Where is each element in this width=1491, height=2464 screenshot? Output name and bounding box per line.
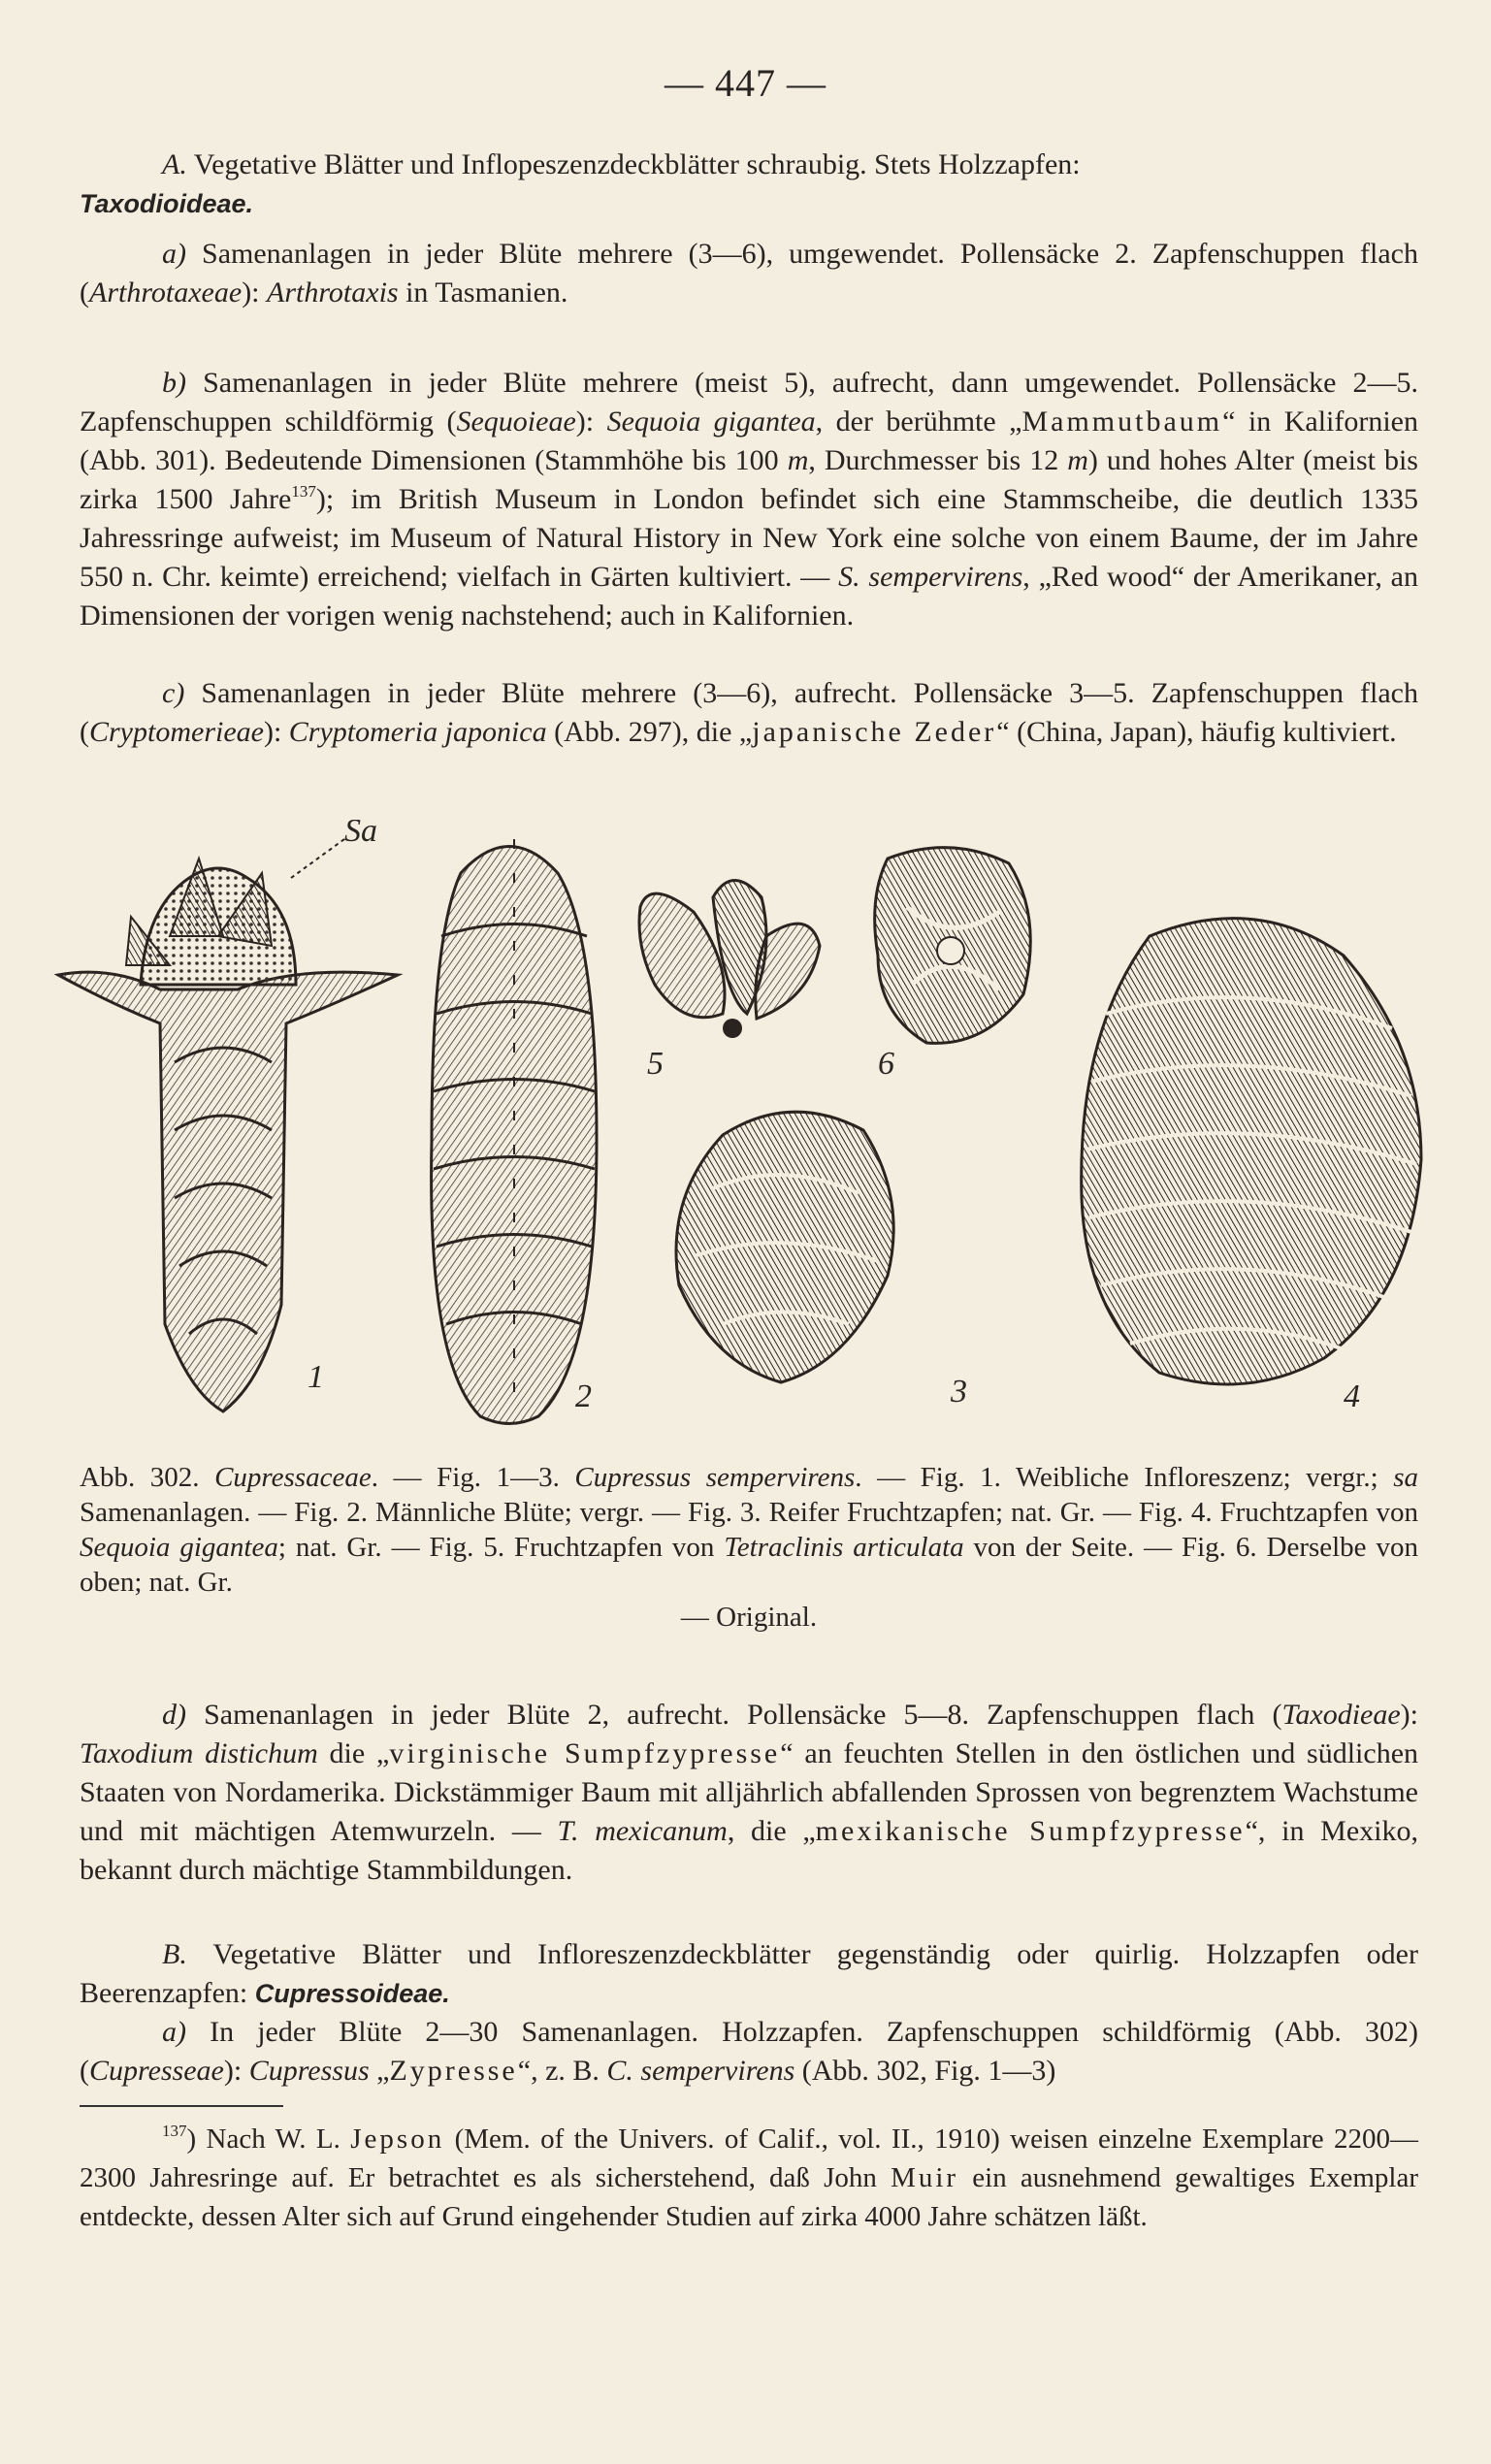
taxon: T. mexicanum <box>557 1815 728 1847</box>
spaced-term: mexikanische Sumpfzypresse <box>815 1815 1246 1847</box>
text: ): <box>575 405 607 438</box>
taxon: Taxodieae <box>1281 1699 1401 1731</box>
footnote-ref[interactable]: 137 <box>291 482 316 501</box>
label-fig-1: 1 <box>308 1359 324 1395</box>
taxon: C. sempervirens <box>606 2055 795 2087</box>
text: ) und hohes Alter (meist bis zirka 1500 Jahre <box>80 444 1418 515</box>
fig-3-ripe-cone <box>676 1112 893 1382</box>
taxon: S. sempervirens <box>838 561 1023 593</box>
text: “ an feuchten Stellen in den östlichen und südlichen Staaten von Nordamerika. Dickstämmiger Baum mit alljährlich abfallenden Sprossen von begrenztem Wachstume und mit mächtigen Atemwurzeln. — <box>80 1737 1419 1847</box>
text: In jeder Blüte 2—30 Samenanlagen. Holzzapfen. Zapfenschuppen schildförmig (Abb. 302) ( <box>80 2016 1418 2087</box>
paragraph-a-d <box>80 1696 1418 1890</box>
text: ): <box>242 276 268 308</box>
text: “ in Kalifornien (Abb. 301). Bedeutende Dimensionen (Stammhöhe bis 100 <box>80 405 1418 476</box>
text: , „Red wood“ der Amerikaner, an Dimensionen der vorigen wenig nachstehend; auch in Kalifornien. <box>80 561 1418 632</box>
author-name: Jepson <box>350 2124 445 2155</box>
page-number: — 447 — <box>664 61 827 105</box>
para-label: b) <box>162 367 186 399</box>
taxon: Sequoia gigantea <box>80 1532 278 1563</box>
cupressaceae-illustration <box>53 820 1431 1431</box>
taxon: Arthrotaxeae <box>89 276 243 308</box>
fig-5-tetraclinis-side <box>639 881 820 1039</box>
section-text: Vegetative Blätter und Infloreszenzdeckblätter gegenständig oder quirlig. Holzzapfen oder Beerenzapfen: <box>80 1938 1418 2009</box>
fig-1-female-inflorescence <box>58 839 398 1411</box>
text: (Abb. 297), die „ <box>546 716 753 748</box>
text: Samenanlagen in jeder Blüte 2, aufrecht. Pollensäcke 5—8. Zapfenschuppen flach ( <box>186 1699 1282 1731</box>
text: Abb. 302. <box>80 1462 215 1493</box>
text: ): <box>263 716 289 748</box>
label-fig-4: 4 <box>1344 1378 1360 1414</box>
text: ; nat. Gr. — Fig. 5. Fruchtzapfen von <box>277 1532 725 1563</box>
para-label: c) <box>162 677 185 709</box>
paragraph-a-b <box>80 364 1418 635</box>
text: die „ <box>317 1737 390 1769</box>
taxon: Taxodium distichum <box>80 1737 318 1769</box>
fig-2-male-flower <box>432 839 597 1424</box>
text: in Tasmanien. <box>398 276 568 308</box>
group-name: Taxodioideae. <box>80 189 254 218</box>
abbreviation: sa <box>1393 1462 1418 1493</box>
label-fig-6: 6 <box>878 1046 894 1082</box>
caption-end: — Original. <box>680 1602 818 1633</box>
taxon: Sequoia gigantea <box>606 405 816 438</box>
text: ein ausnehmend gewaltiges Exemplar entdeckte, dessen Alter sich auf Grund eingehender Studien auf zirka 4000 Jahre schätzen läßt. <box>80 2162 1418 2232</box>
para-label: a) <box>162 238 186 270</box>
text: Samenanlagen in jeder Blüte mehrere (meist 5), aufrecht, dann umgewendet. Pollensäcke 2—5. Zapfenschuppen schildförmig ( <box>80 367 1418 438</box>
fig-4-sequoia-cone <box>1082 919 1421 1384</box>
text: “, z. B. <box>517 2055 607 2087</box>
section-text: Vegetative Blätter und Inflореszenzdeckblätter schraubig. Stets Holzzapfen: <box>186 148 1081 180</box>
text: , der berühmte „ <box>815 405 1022 438</box>
taxon: Cupressaceae <box>214 1462 372 1493</box>
text: von der Seite. — Fig. 6. Derselbe von oben; nat. Gr. <box>80 1532 1418 1598</box>
unit: m <box>787 444 809 476</box>
group-name: Cupressoideae. <box>254 1979 450 2008</box>
taxon: Cupressus <box>248 2055 370 2087</box>
para-label: a) <box>162 2016 186 2048</box>
section-label: B. <box>162 1938 187 1970</box>
taxon: Cryptomeria japonica <box>288 716 547 748</box>
figure-abb-302 <box>53 820 1431 1431</box>
footnote-number: 137 <box>162 2122 187 2140</box>
text: (Mem. of the Univers. of Calif., vol. II., 1910) weisen einzelne Exemplare 2200—2300 Jahresringe auf. Er betrachtet es als sicherstehend, daß John <box>80 2124 1418 2193</box>
text: Samenanlagen in jeder Blüte mehrere (3—6), aufrecht. Pollensäcke 3—5. Zapfenschuppen flach ( <box>80 677 1418 748</box>
footnote-divider <box>80 2105 283 2107</box>
taxon: Arthrotaxis <box>267 276 399 308</box>
section-a-heading <box>80 146 1418 223</box>
taxon: Cupressus sempervirens <box>574 1462 856 1493</box>
text: ); im British Museum in London befindet sich eine Stammscheibe, die deutlich 1335 Jahressringe aufweist; im Museum of Natural History in New York eine solche von einem Baume, der im Jahre 550 n. Chr. keimte) erreichend; vielfach in Gärten kultiviert. — <box>80 483 1418 593</box>
text: Samenanlagen. — Fig. 2. Männliche Blüte; vergr. — Fig. 3. Reifer Fruchtzapfen; nat. Gr. — Fig. 4. Fruchtzapfen von <box>80 1497 1418 1528</box>
figure-caption <box>80 1460 1418 1635</box>
taxon: Cryptomerieae <box>89 716 264 748</box>
spaced-term: Zypresse <box>389 2055 518 2087</box>
text: , Durchmesser bis 12 <box>808 444 1068 476</box>
label-fig-5: 5 <box>647 1046 664 1082</box>
section-label: A. <box>162 148 187 180</box>
taxon: Tetraclinis articulata <box>724 1532 964 1563</box>
text: ): <box>1400 1699 1418 1731</box>
footnote-137 <box>80 2120 1418 2236</box>
taxon: Cupresseae <box>89 2055 224 2087</box>
section-b-heading <box>80 1935 1418 2013</box>
fig-6-tetraclinis-top <box>875 848 1031 1044</box>
paragraph-a-c <box>80 674 1418 752</box>
text: “ (China, Japan), häufig kultiviert. <box>996 716 1397 748</box>
text: ): <box>223 2055 249 2087</box>
label-sa: Sa <box>344 820 377 849</box>
taxon: Sequoieae <box>456 405 576 438</box>
text: „ <box>369 2055 390 2087</box>
paragraph-a-a <box>80 235 1418 312</box>
text: “, in Mexiko, bekannt durch mächtige Stammbildungen. <box>80 1815 1418 1886</box>
label-fig-3: 3 <box>951 1374 967 1410</box>
spaced-term: virginische Sumpfzypresse <box>389 1737 781 1769</box>
text: , die „ <box>727 1815 816 1847</box>
text: (Abb. 302, Fig. 1—3) <box>794 2055 1056 2087</box>
text: . — Fig. 1—3. <box>371 1462 575 1493</box>
spaced-term: japanische Zeder <box>752 716 997 748</box>
text: ) Nach W. L. <box>186 2124 351 2155</box>
paragraph-b-a <box>80 2013 1418 2091</box>
text: Samenanlagen in jeder Blüte mehrere (3—6), umgewendet. Pollensäcke 2. Zapfenschuppen flach ( <box>80 238 1418 308</box>
spaced-term: Mammutbaum <box>1021 405 1223 438</box>
para-label: d) <box>162 1699 186 1731</box>
author-name: Muir <box>891 2162 959 2193</box>
unit: m <box>1067 444 1088 476</box>
label-fig-2: 2 <box>575 1378 592 1414</box>
text: . — Fig. 1. Weibliche Infloreszenz; vergr.; <box>855 1462 1394 1493</box>
